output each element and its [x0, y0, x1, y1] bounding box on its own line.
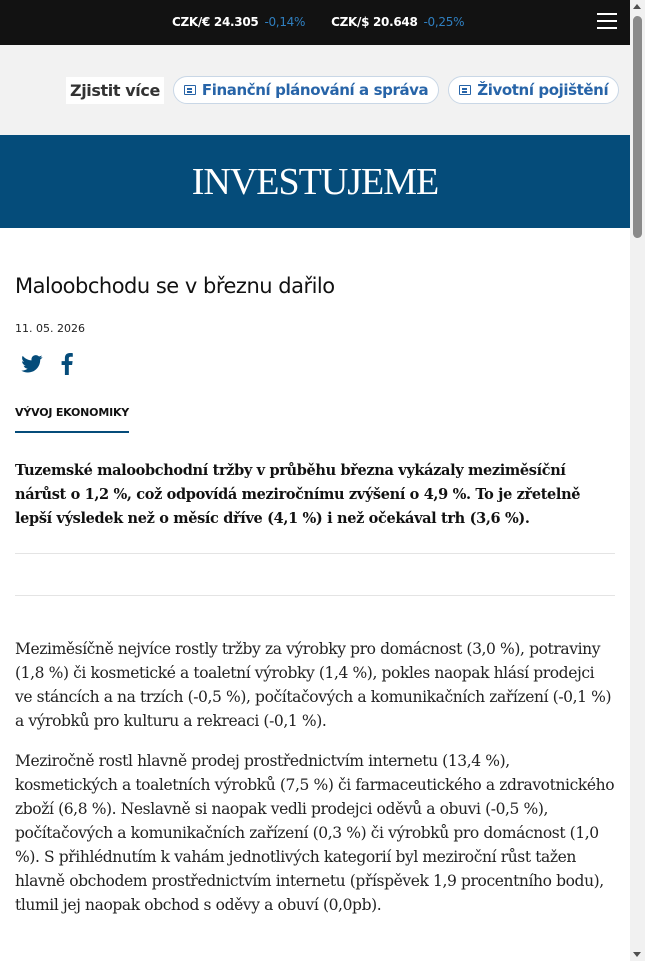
- quick-links-strip: [0, 45, 630, 135]
- article-title: Maloobchodu se v březnu dařilo: [15, 274, 335, 298]
- brand-banner: [0, 135, 630, 228]
- article-lead: Tuzemské maloobchodní tržby v průběhu března vykázaly meziměsíční nárůst o 1,2 %, což odpovídá meziročnímu zvýšení o 4,9 %. To je zřetelně lepší výsledek než o měsíc dříve (4,1 %) i než očekával trh (3,6 %).: [15, 462, 581, 527]
- rate-usd-value: CZK/$ 20.648: [331, 15, 418, 29]
- scrollbar-thumb[interactable]: [633, 16, 642, 238]
- link-life-insurance[interactable]: [448, 76, 619, 104]
- divider: [15, 595, 615, 596]
- rate-usd: [331, 15, 464, 29]
- rate-eur-change: -0,14%: [264, 15, 306, 29]
- rate-usd-change: -0,25%: [423, 15, 465, 29]
- article-date: 11. 05. 2026: [15, 322, 85, 335]
- currency-ticker-bar: [0, 0, 630, 45]
- document-icon: [459, 85, 471, 95]
- link-life-insurance-label: Životní pojištění: [477, 81, 609, 99]
- scroll-down-arrow-icon[interactable]: [633, 952, 641, 957]
- link-financial-planning-label: Finanční plánování a správa: [201, 81, 429, 99]
- vertical-scrollbar[interactable]: [630, 0, 645, 961]
- twitter-icon[interactable]: [21, 355, 43, 377]
- article: [0, 272, 630, 917]
- share-buttons: [15, 351, 615, 381]
- divider: [15, 553, 615, 554]
- currency-rates: [172, 15, 464, 29]
- brand-logo[interactable]: INVESTUJEME: [191, 160, 439, 203]
- facebook-icon[interactable]: [61, 353, 73, 379]
- category-tag[interactable]: VÝVOJ EKONOMIKY: [15, 406, 129, 433]
- rate-eur: [172, 15, 305, 29]
- rate-eur-value: CZK/€ 24.305: [172, 15, 259, 29]
- find-more-label: Zjistit více: [66, 77, 164, 104]
- article-paragraph: Meziměsíčně nejvíce rostly tržby za výrobky pro domácnost (3,0 %), potraviny (1,8 %) či kosmetické a toaletní výrobky (1,4 %), pokles naopak hlásí prodejci ve stáncích a na trzích (-0,5 %), počítačových a komunikačních zařízení (-0,1 %) a výrobků pro kulturu a rekreaci (-0,1 %).: [15, 640, 612, 730]
- hamburger-menu-icon[interactable]: [597, 13, 617, 31]
- tag-wrap: [15, 401, 615, 433]
- link-financial-planning[interactable]: [173, 76, 439, 104]
- document-icon: [184, 85, 196, 95]
- article-paragraph: Meziročně rostl hlavně prodej prostřednictvím internetu (13,4 %), kosmetických a toaletních výrobků (7,5 %) či farmaceutického a zdravotnického zboží (6,8 %). Neslavně si naopak vedli prodejci oděvů a obuvi (-0,5 %), počítačových a komunikačních zařízení (0,3 %) či výrobků pro domácnost (1,0 %). S přihlédnutím k vahám jednotlivých kategorií byl meziroční růst tažen hlavně obchodem prostřednictvím internetu (příspěvek 1,9 procentního bodu), tlumil jej naopak obchod s oděvy a obuví (0,0pb).: [15, 752, 615, 914]
- quick-links: [66, 76, 619, 104]
- scroll-up-arrow-icon[interactable]: [633, 4, 641, 9]
